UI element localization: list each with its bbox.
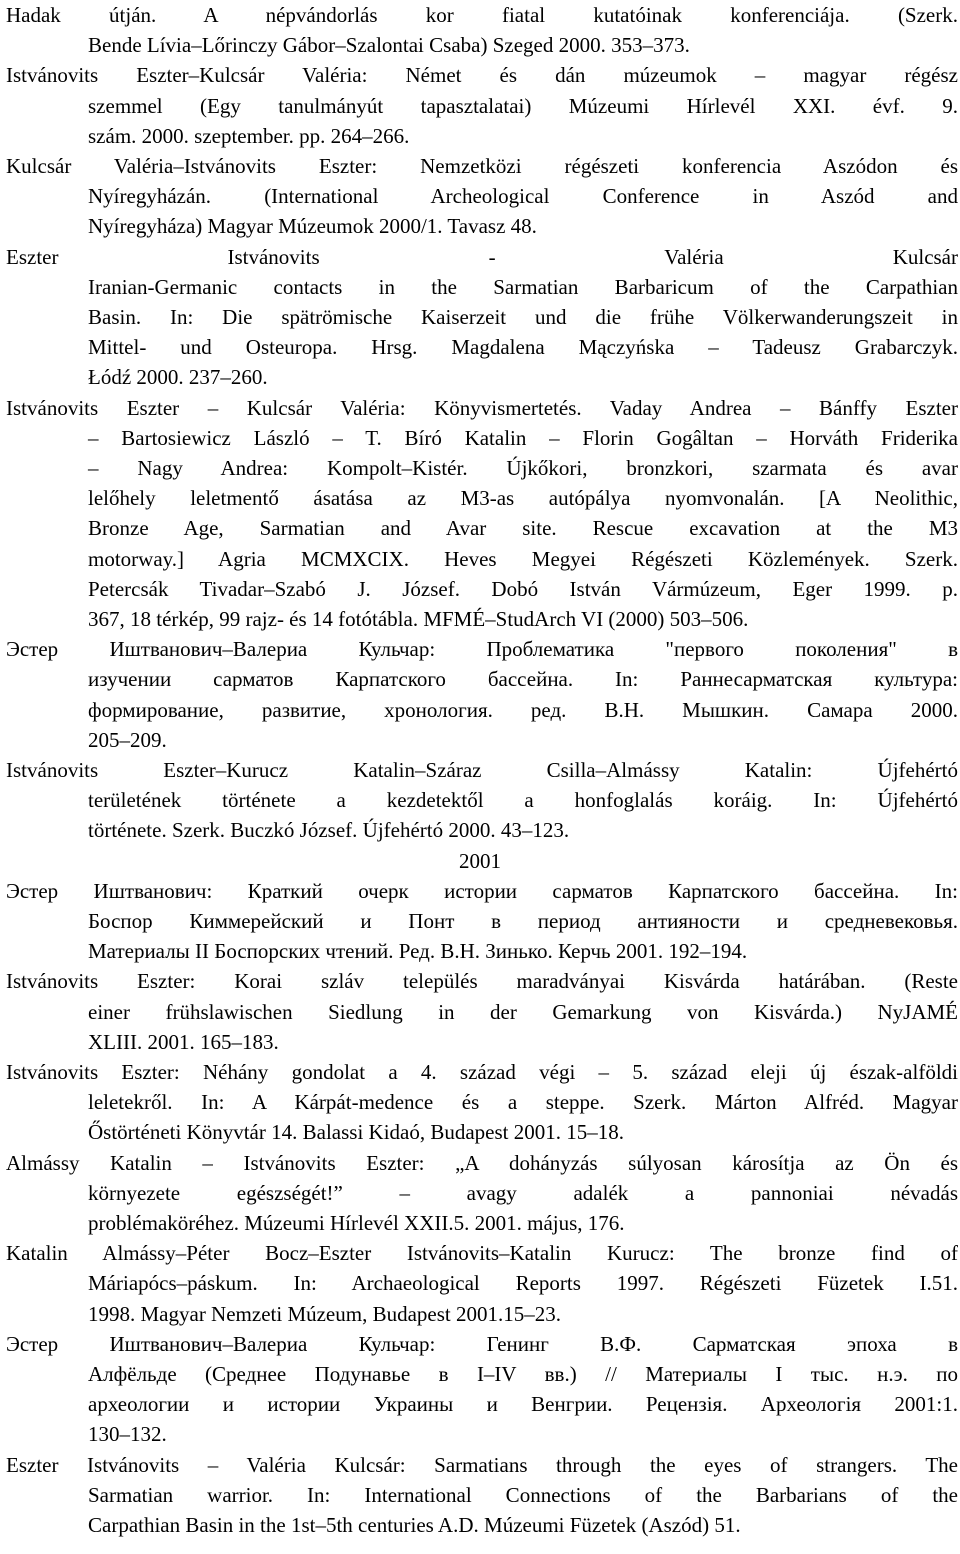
bibliography-entry [0,393,958,635]
entry-first-line: Эстер Иштванович: Краткий очерк истории сарматов Карпатского бассейна. In: [6,878,958,903]
entry-first-line: Almássy Katalin – Istvánovits Eszter: „A dohányzás súlyosan károsítja az Ön és [6,1150,958,1175]
entry-continuation-line: XLIII. 2001. 165–183. [88,1029,279,1054]
entry-continuation-line: Basin. In: Die spätrömische Kaiserzeit und die frühe Völkerwanderungszeit in [88,304,958,329]
entry-continuation-line: Bende Lívia–Lőrinczy Gábor–Szalontai Csaba) Szeged 2000. 353–373. [88,33,690,58]
year-heading: 2001 [459,848,501,873]
entry-continuation-line: Máriapócs–páskum. In: Archaeological Reports 1997. Régészeti Füzetek I.51. [88,1271,958,1296]
entry-continuation-line: – Nagy Andrea: Kompolt–Kistér. Újkőkori, bronzkori, szarmata és avar [88,455,958,480]
bibliography-entry [0,634,958,755]
entry-continuation-line: Алфёльде (Среднее Подунавье в I–IV вв.) // Материалы I тыс. н.э. по [88,1361,958,1386]
entry-continuation-line: Материалы II Боспорских чтений. Ред. В.Н. Зинько. Керчь 2001. 192–194. [88,939,748,964]
entry-first-line: Istvánovits Eszter: Korai szláv település maradványai Kisvárda határában. (Reste [6,969,958,994]
entry-continuation-line: Petercsák Tivadar–Szabó J. József. Dobó István Vármúzeum, Eger 1999. p. [88,576,958,601]
entry-first-line: Eszter Istvánovits – Valéria Kulcsár: Sarmatians through the eyes of strangers. The [6,1452,958,1477]
entry-continuation-line: szemmel (Egy tanulmányút tapasztalatai) Múzeumi Hírlevél XXI. évf. 9. [88,93,958,118]
entry-continuation-line: Nyíregyházán. (International Archeological Conference in Aszód and [88,184,958,209]
bibliography-entry [0,1057,958,1148]
entry-first-line: Istvánovits Eszter–Kurucz Katalin–Száraz Csilla–Almássy Katalin: Újfehértó [6,758,958,782]
entry-continuation-line: Bronze Age, Sarmatian and Avar site. Rescue excavation at the M3 [88,516,958,541]
entry-continuation-line: Iranian-Germanic contacts in the Sarmatian Barbaricum of the Carpathian [88,274,958,299]
entry-first-line: Istvánovits Eszter–Kulcsár Valéria: Német és dán múzeumok – magyar régész [6,63,958,88]
bibliography-entry [0,151,958,242]
bibliography-entry [0,1148,958,1239]
bibliography-entry [0,0,958,60]
entry-continuation-line: Nyíregyháza) Magyar Múzeumok 2000/1. Tavasz 48. [88,214,537,239]
entry-continuation-line: 1998. Magyar Nemzeti Múzeum, Budapest 2001.15–23. [88,1301,561,1326]
entry-continuation-line: Sarmatian warrior. In: International Connections of the Barbarians of the [88,1482,958,1507]
bibliography-entry [0,1329,958,1450]
entry-continuation-line: – Bartosiewicz László – T. Bíró Katalin – Florin Gogâltan – Horváth Friderika [88,425,958,450]
bibliography-entry [0,1450,958,1541]
entry-continuation-line: Łódź 2000. 237–260. [88,365,268,390]
entry-first-line: Katalin Almássy–Péter Bocz–Eszter Istvánovits–Katalin Kurucz: The bronze find of [6,1241,958,1266]
entry-continuation-line: изучении сарматов Карпатского бассейна. In: Раннесарматская культура: [88,667,958,692]
entry-continuation-line: 367, 18 térkép, 99 rajz- és 14 fotótábla. MFMÉ–StudArch VI (2000) 503–506. [88,606,749,631]
entry-continuation-line: leletekről. In: A Kárpát-medence és a steppe. Szerk. Márton Alfréd. Magyar [88,1090,958,1115]
entry-first-line: Istvánovits Eszter – Kulcsár Valéria: Könyvismertetés. Vaday Andrea – Bánffy Eszter [6,395,958,420]
entry-continuation-line: Őstörténeti Könyvtár 14. Balassi Kidaó, Budapest 2001. 15–18. [88,1120,625,1145]
bibliography-entry [0,60,958,151]
bibliography-entry [0,755,958,846]
entry-continuation-line: Mittel- und Osteuropa. Hrsg. Magdalena Mączyńska – Tadeusz Grabarczyk. [88,335,958,360]
bibliography-entry [0,876,958,967]
entry-continuation-line: története. Szerk. Buczkó József. Újfehértó 2000. 43–123. [88,818,570,843]
entry-continuation-line: Боспор Киммерейский и Понт в период антияности и средневековья. [88,908,958,933]
entry-continuation-line: einer frühslawischen Siedlung in der Gemarkung von Kisvárda.) NyJAMÉ [88,999,958,1024]
entry-continuation-line: 205–209. [88,727,167,752]
entry-continuation-line: формирование, развитие, хронология. ред. В.Н. Мышкин. Самара 2000. [88,697,958,722]
entry-continuation-line: környezete egészségét!” – avagy adalék a pannoniai névadás [88,1180,958,1205]
entry-continuation-line: Carpathian Basin in the 1st–5th centuries A.D. Múzeumi Füzetek (Aszód) 51. [88,1512,741,1537]
entry-first-line: Eszter Istvánovits - Valéria Kulcsár [6,244,958,269]
entry-continuation-line: 130–132. [88,1422,167,1447]
entry-continuation-line: lelőhely leletmentő ásatása az M3-as autópálya nyomvonalán. [A Neolithic, [88,486,958,511]
bibliography-entry [0,966,958,1057]
bibliography-entry [0,242,958,393]
entry-first-line: Istvánovits Eszter: Néhány gondolat a 4. század végi – 5. század eleji új észak-alföldi [6,1060,958,1084]
entry-first-line: Hadak útján. A népvándorlás kor fiatal kutatóinak konferenciája. (Szerk. [6,3,958,27]
entry-continuation-line: археологии и истории Украины и Венгрии. Рецензія. Археологія 2001:1. [88,1392,958,1417]
entry-continuation-line: motorway.] Agria MCMXCIX. Heves Megyei Régészeti Közlemények. Szerk. [88,546,958,571]
entry-first-line: Эстер Иштванович–Валериа Кульчар: Проблематика "первого поколения" в [6,637,958,662]
entry-first-line: Эстер Иштванович–Валериа Кульчар: Генинг В.Ф. Сарматская эпоха в [6,1331,958,1356]
entry-continuation-line: szám. 2000. szeptember. pp. 264–266. [88,123,410,148]
entry-continuation-line: problémaköréhez. Múzeumi Hírlevél XXII.5. 2001. május, 176. [88,1210,625,1235]
entry-first-line: Kulcsár Valéria–Istvánovits Eszter: Nemzetközi régészeti konferencia Aszódon és [6,154,958,178]
entry-continuation-line: területének története a kezdetektől a honfoglalás koráig. In: Újfehértó [88,788,958,813]
bibliography-entry [0,1238,958,1329]
